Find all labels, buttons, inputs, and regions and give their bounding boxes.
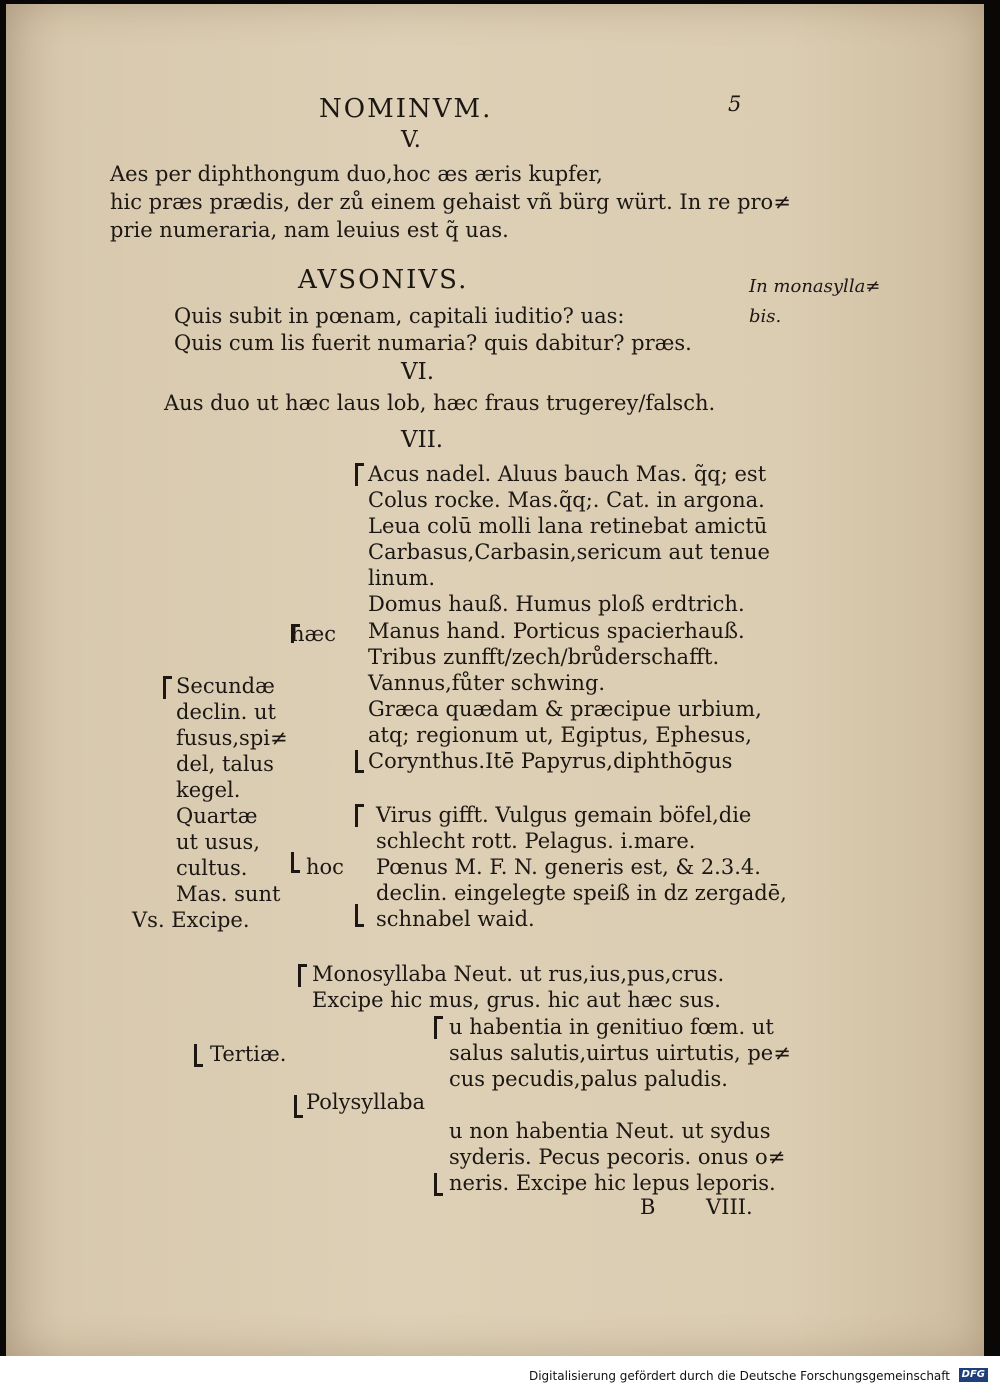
- text-line: Colus rocke. Mas.q̃q;. Cat. in argona.: [368, 488, 765, 512]
- text-line: Carbasus,Carbasin,sericum aut tenue: [368, 540, 770, 564]
- text-line: schlecht rott. Pelagus. i.mare.: [376, 829, 696, 853]
- footer-credit: Digitalisierung gefördert durch die Deutsche Forschungsgemeinschaft: [528, 1369, 950, 1383]
- margin-note: In monasylla≠: [749, 276, 881, 297]
- text-line: Virus gifft. Vulgus gemain böfel,die: [376, 803, 752, 827]
- brace-hoc-top: [355, 804, 364, 827]
- brace-haec-top: [355, 463, 364, 486]
- margin-note: bis.: [749, 306, 782, 327]
- text-line: Vannus,fůter schwing.: [368, 671, 606, 695]
- text-line: hic præs prædis, der zů einem gehaist vñ bürg würt. In re pro≠: [110, 190, 791, 214]
- text-line: atq; regionum ut, Egiptus, Ephesus,: [368, 723, 752, 747]
- text-line: kegel.: [176, 778, 241, 802]
- catchword: VIII.: [706, 1195, 753, 1219]
- dfg-logo-icon: DFG: [959, 1368, 988, 1382]
- verse-line: Quis cum lis fuerit numaria? quis dabitur? præs.: [174, 331, 692, 355]
- text-line: Aus duo ut hæc laus lob, hæc fraus trugerey/falsch.: [164, 391, 716, 415]
- text-line: cus pecudis,palus paludis.: [449, 1067, 728, 1091]
- brace-mono-top: [298, 964, 307, 987]
- text-line: Quartæ: [176, 804, 258, 828]
- brace-u-habentia-top: [434, 1016, 443, 1039]
- brace-hoc-bottom: [355, 904, 364, 927]
- brace-mark: [291, 624, 300, 643]
- ausonius-heading: AVSONIVS.: [298, 265, 469, 295]
- text-line: ut usus,: [176, 830, 260, 854]
- text-line: syderis. Pecus pecoris. onus o≠: [449, 1145, 786, 1169]
- text-line: linum.: [368, 566, 436, 590]
- text-line: declin. ut: [176, 700, 276, 724]
- running-title: NOMINVM.: [319, 94, 493, 124]
- text-line: neris. Excipe hic lepus leporis.: [449, 1171, 776, 1195]
- brace-secundae-top: [163, 676, 172, 699]
- footer-bar: [0, 1356, 1000, 1389]
- text-line: declin. eingelegte speiß in dz zergadē,: [376, 881, 787, 905]
- text-line: Vs. Excipe.: [132, 908, 250, 932]
- text-line: Corynthus.Itē Papyrus,diphthōgus: [368, 749, 733, 773]
- text-line: cultus.: [176, 856, 248, 880]
- text-line: Manus hand. Porticus spacierhauß.: [368, 619, 745, 643]
- text-line: u habentia in genitiuo fœm. ut: [449, 1015, 774, 1039]
- text-line: prie numeraria, nam leuius est q̃ uas.: [110, 218, 509, 242]
- haec-label: hæc: [291, 622, 337, 646]
- text-line: Secundæ: [176, 674, 275, 698]
- text-line: Leua colū molli lana retinebat amictū: [368, 514, 768, 538]
- section-numeral-vii: VII.: [401, 427, 444, 453]
- text-line: schnabel waid.: [376, 907, 535, 931]
- hoc-label: hoc: [306, 855, 344, 879]
- text-line: u non habentia Neut. ut sydus: [449, 1119, 771, 1143]
- brace-haec-bottom: [355, 750, 364, 773]
- text-line: Pœnus M. F. N. generis est, & 2.3.4.: [376, 855, 761, 879]
- page-number: 5: [728, 92, 742, 116]
- text-line: Mas. sunt: [176, 882, 281, 906]
- section-numeral-v: V.: [401, 127, 421, 153]
- book-page: [6, 4, 984, 1356]
- tertiae-label: Tertiæ.: [210, 1042, 287, 1066]
- text-line: salus salutis,uirtus uirtutis, pe≠: [449, 1041, 791, 1065]
- signature-mark: B: [640, 1195, 656, 1219]
- verse-line: Quis subit in pœnam, capitali iuditio? uas:: [174, 304, 625, 328]
- brace-mark: [291, 852, 300, 873]
- text-line: fusus,spi≠: [176, 726, 288, 750]
- text-line: Græca quædam & præcipue urbium,: [368, 697, 762, 721]
- brace-u-non-bottom: [434, 1173, 443, 1196]
- polysyllaba-label: Polysyllaba: [306, 1090, 426, 1114]
- text-line: Aes per diphthongum duo,hoc æs æris kupfer,: [110, 162, 603, 186]
- text-line: Tribus zunfft/zech/brůderschafft.: [368, 645, 720, 669]
- text-line: del, talus: [176, 752, 274, 776]
- brace-tertiae: [194, 1044, 203, 1067]
- text-line: Monosyllaba Neut. ut rus,ius,pus,crus.: [312, 962, 725, 986]
- text-line: Domus hauß. Humus ploß erdtrich.: [368, 592, 745, 616]
- brace-polysyllaba: [294, 1095, 303, 1118]
- text-line: Acus nadel. Aluus bauch Mas. q̃q; est: [368, 462, 767, 486]
- text-line: Excipe hic mus, grus. hic aut hæc sus.: [312, 988, 721, 1012]
- section-numeral-vi: VI.: [401, 359, 435, 385]
